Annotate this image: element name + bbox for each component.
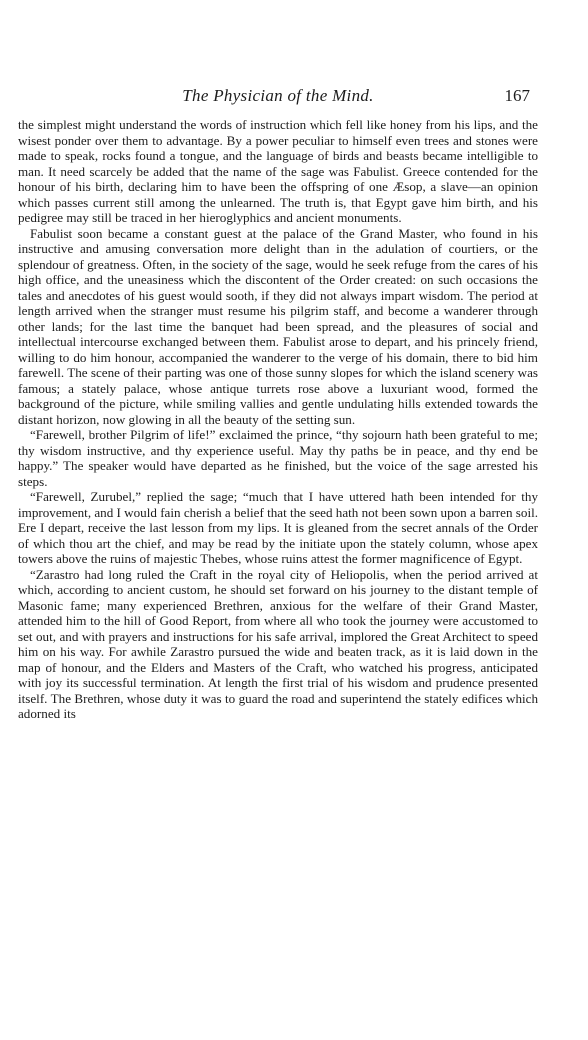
paragraph: Fabulist soon became a constant guest at the palace of the Grand Master, who found in his instructive and amusing conversation more delight than in the adulation of courtiers, or the splendour of greatness. Often, in the society of the sage, would he seek refuge from the cares of his high office, and the uneasiness which the discontent of the Order created: on such occasions the tales and anecdotes of his guest would sooth, if they did not always impart wisdom. The period at length arrived when the stranger must resume his pilgrim staff, and become a wanderer through other lands; for the last time the banquet had been spread, and the pleasures of social and intellectual intercourse exchanged between them. Fabulist arose to depart, and his princely friend, willing to do him honour, accompanied the wanderer to the verge of his domain, there to bid him farewell. The scene of their parting was one of those sunny slopes for which the island scenery was famous; a stately palace, whose antique turrets rose above a luxuriant wood, formed the background of the picture, while smiling vallies and gentle undulating hills extended towards the distant horizon, now glowing in all the beauty of the setting sun. bbox=[18, 225, 538, 427]
body-text bbox=[18, 117, 538, 722]
paragraph: “Farewell, Zurubel,” replied the sage; “much that I have uttered hath been intended for thy improvement, and I would fain cherish a belief that the seed hath not been sown upon a barren soil. Ere I depart, receive the last lesson from my lips. It is gleaned from the secret annals of the Order of which thou art the chief, and may be read by the initiate upon the stately column, whose apex towers above the ruins of majestic Thebes, whose ruins attest the former magnificence of Egypt. bbox=[18, 489, 538, 566]
paragraph-continuation: the simplest might understand the words of instruction which fell like honey from his lips, and the wisest ponder over them to advantage. By a power peculiar to himself even trees and stones were made to speak, rocks found a tongue, and the language of birds and beasts became intelligible to man. It need scarcely be added that the name of the sage was Fabulist. Greece contended for the honour of his birth, declaring him to have been the offspring of one Æsop, a slave—an opinion which passes current still among the unlearned. The truth is, that Egypt gave him birth, and his pedigree may still be traced in her hieroglyphics and ancient monuments. bbox=[18, 117, 538, 225]
running-header bbox=[18, 86, 538, 108]
paragraph: “Zarastro had long ruled the Craft in the royal city of Heliopolis, when the period arrived at which, according to ancient custom, he should set forward on his journey to the distant temple of Masonic fame; many experienced Brethren, anxious for the welfare of their Grand Master, attended him to the hill of Good Report, from where all who took the journey were accustomed to set out, and with prayers and instructions for his safe arrival, implored the Great Architect to speed him on his way. For awhile Zarastro pursued the wide and beaten track, as it is laid down in the map of honour, and the Elders and Masters of the Craft, who watched his progress, anticipated with joy its successful termination. At length the first trial of his wisdom and prudence presented itself. The Brethren, whose duty it was to guard the road and superintend the stately edifices which adorned its bbox=[18, 566, 538, 721]
paragraph: “Farewell, brother Pilgrim of life!” exclaimed the prince, “thy sojourn hath been grateful to me; thy wisdom instructive, and thy experience useful. May thy paths be in peace, and thy end be happy.” The speaker would have departed as he finished, but the voice of the sage arrested his steps. bbox=[18, 427, 538, 489]
running-title: The Physician of the Mind. bbox=[182, 86, 374, 105]
page-number: 167 bbox=[504, 86, 530, 105]
